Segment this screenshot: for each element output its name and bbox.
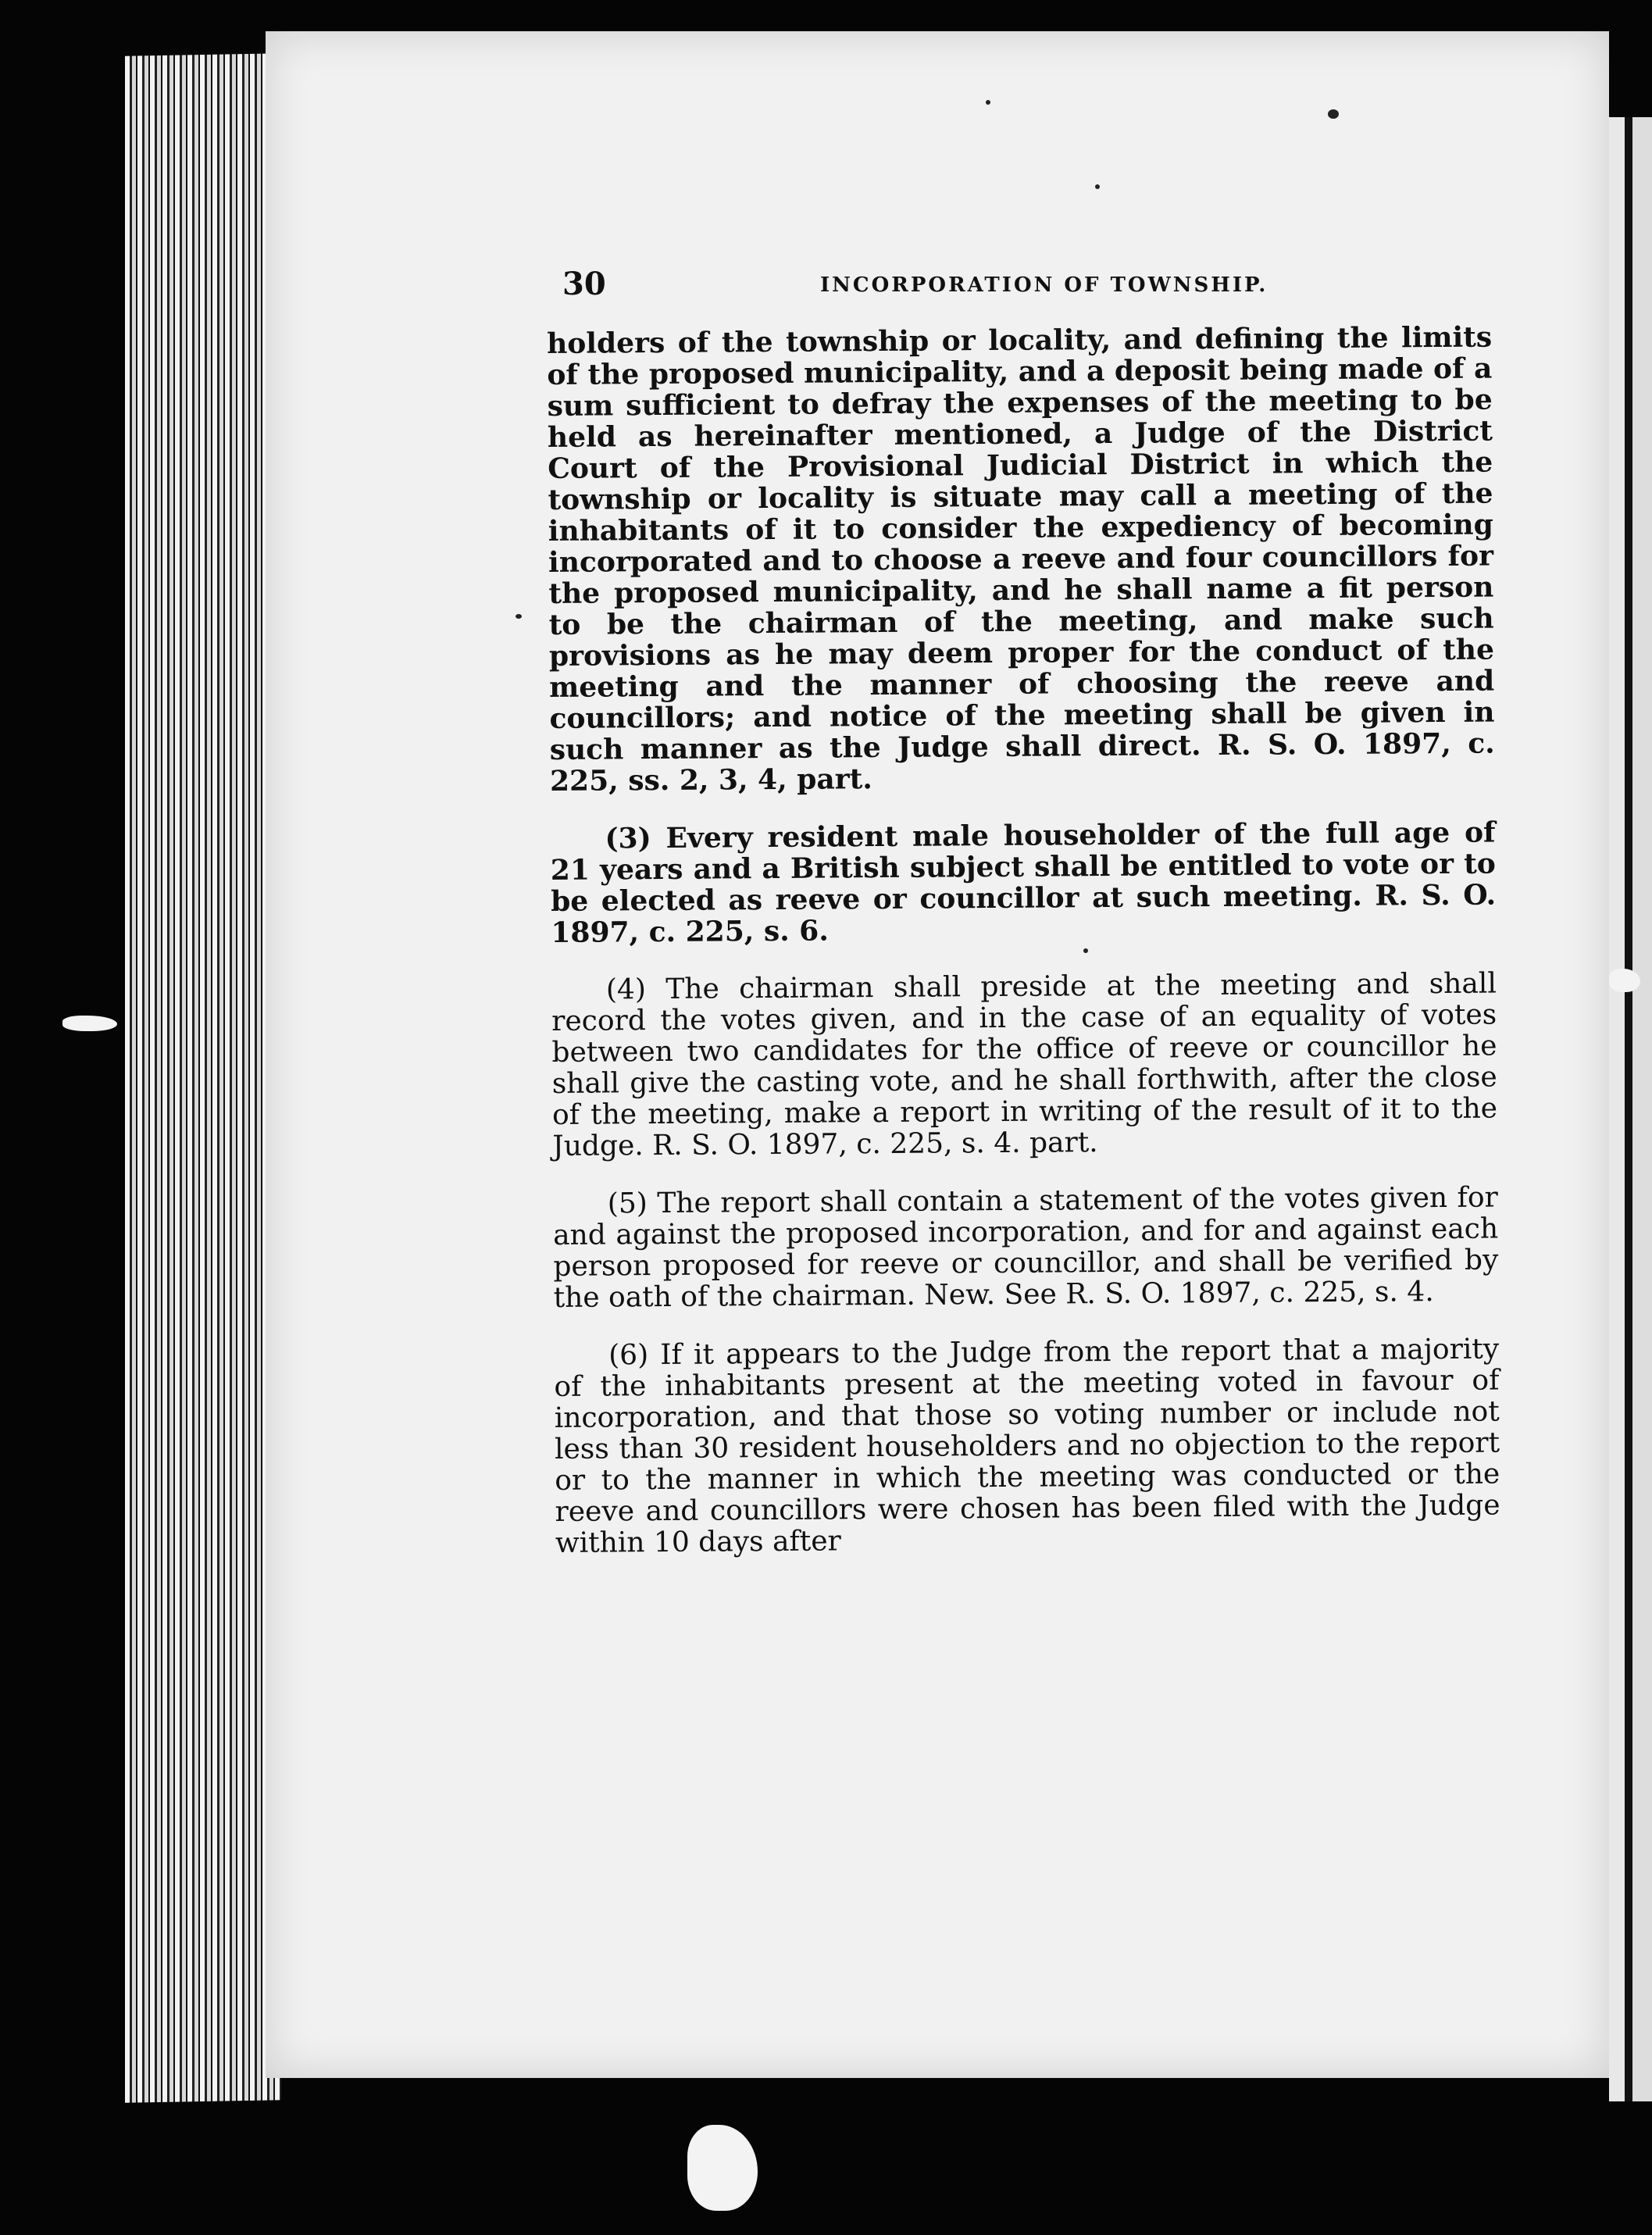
book-right-edge [1609,117,1652,2101]
scan-artifact [62,1016,117,1031]
running-head: INCORPORATION OF TOWNSHIP. [820,273,1268,297]
book-page-edges [125,53,281,2102]
paragraph-3: (3) Every resident male householder of the full age of 21 years and a British subject shall be entitled to vote or to be elected as reeve or councillor at such meeting. R. S. O. 1897, c. 225, s. 6. [550,816,1497,949]
paragraph-5: (5) The report shall contain a statement of the votes given for and against the proposed incorporation, and for and against each person proposed for reeve or councillor, and shall be verified by the oath of the chairman. New. See R. S. O. 1897, c. 225, s. 4. [552,1181,1499,1314]
scan-artifact [1609,969,1640,992]
speck [1328,109,1339,119]
speck [516,614,522,619]
scan-artifact [687,2125,758,2211]
paragraph-continued: holders of the township or locality, and defining the limits of the proposed municipality, and a deposit being made of a sum sufficient to defray the expenses of the meeting to be held as hereinafter mentioned, a Judge of the District Court of the Provisional Judicial District in which the township or locality is situate may call a meeting of the inhabitants of it to consider the expediency of becoming incorporated and to choose a reeve and four councillors for the proposed municipality, and he shall name a fit person to be the chairman of the meeting, and make such provisions as he may deem proper for the conduct of the meeting and the manner of choosing the reeve and councillors; and notice of the meeting shall be given in such manner as the Judge shall direct. R. S. O. 1897, c. 225, ss. 2, 3, 4, part. [546,320,1495,798]
page-number: 30 [562,266,606,302]
paragraph-4: (4) The chairman shall preside at the meeting and shall record the votes given, and in the case of an equality of votes between two candidates for the office of reeve or councillor he shall give the casting vote, and he shall forthwith, after the close of the meeting, make a report in writing of the result of it to the Judge. R. S. O. 1897, c. 225, s. 4. part. [551,967,1498,1162]
speck [1095,184,1100,189]
paragraph-6: (6) If it appears to the Judge from the report that a majority of the inhabitants present at the meeting voted in favour of incorporation, and that those so voting number or include not less than 30 resident householders and no objection to the report or to the manner in which the meeting was conducted or the reeve and councillors were chosen has been filed with the Judge within 10 days after [554,1333,1500,1559]
body-text [547,322,1500,1559]
page-header [562,266,1601,312]
speck [986,100,990,105]
